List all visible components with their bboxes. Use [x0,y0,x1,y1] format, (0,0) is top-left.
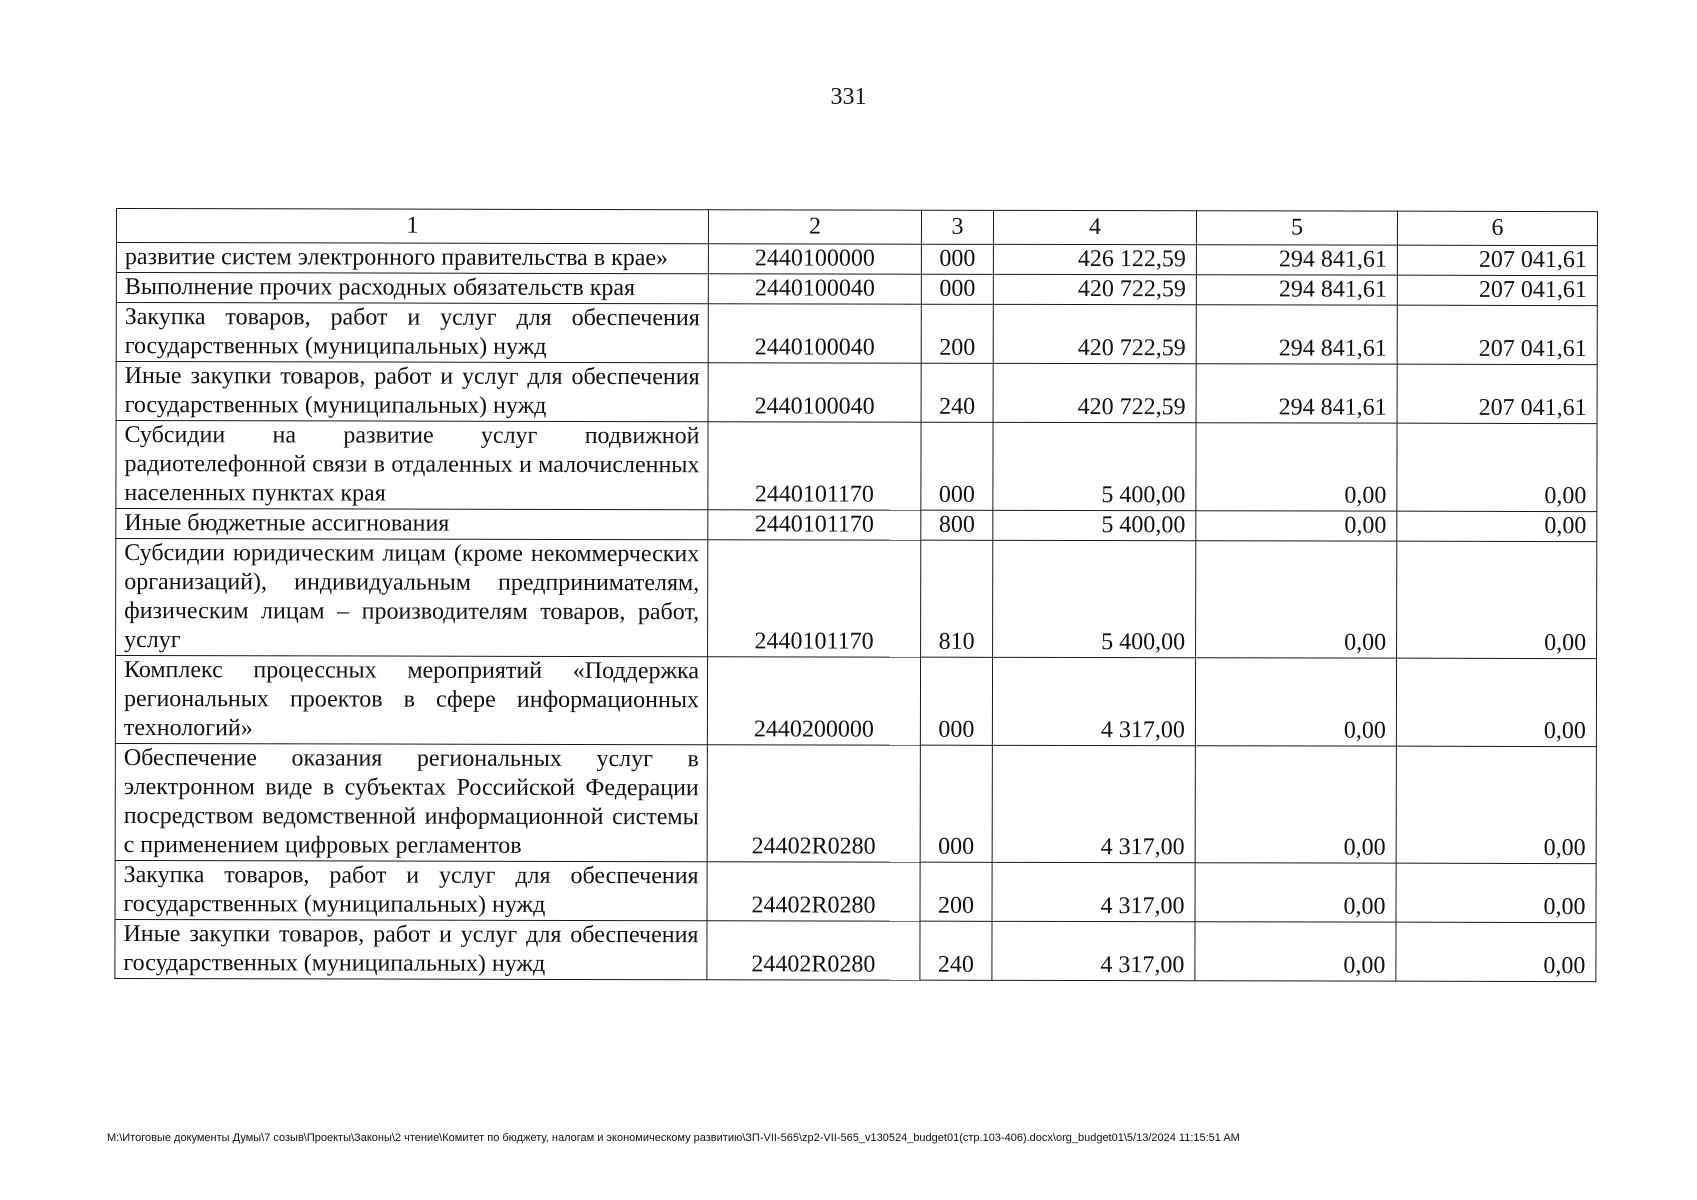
amount-col5: 0,00 [1196,511,1397,541]
table-row [115,656,1596,747]
header-row [116,209,1597,246]
expense-type: 200 [920,862,992,921]
column-header: 6 [1397,211,1597,245]
expense-type: 000 [921,274,993,304]
expense-type: 000 [921,422,993,510]
target-code: 2440101170 [708,422,921,510]
item-name: Закупка товаров, работ и услуг для обеспечения государственных (муниципальных) нужд [115,860,707,920]
column-header: 3 [921,210,993,244]
budget-table [114,208,1598,982]
amount-col4: 4 317,00 [992,745,1195,862]
expense-type: 800 [921,510,993,540]
expense-type: 810 [921,540,993,657]
item-name: Иные закупки товаров, работ и услуг для обеспечения государственных (муниципальных) нужд [116,362,708,422]
target-code: 2440101170 [708,510,921,540]
target-code: 2440100040 [708,363,921,422]
amount-col6: 0,00 [1396,746,1596,863]
item-name: Комплекс процессных мероприятий «Поддержка региональных проектов в сфере информационных технологий» [115,656,707,745]
amount-col4: 420 722,59 [993,304,1196,363]
amount-col5: 294 841,61 [1196,305,1397,364]
table-header [116,209,1597,246]
column-header: 1 [116,209,708,244]
target-code: 2440100040 [708,274,921,304]
target-code: 24402R0280 [707,862,920,921]
expense-type: 000 [921,244,993,274]
expense-type: 000 [920,745,992,862]
target-code: 2440100000 [708,244,921,274]
amount-col5: 0,00 [1195,658,1396,746]
column-header: 2 [708,210,921,244]
target-code: 2440100040 [708,304,921,363]
amount-col4: 420 722,59 [993,363,1196,422]
table-row [116,273,1597,306]
amount-col6: 0,00 [1397,541,1597,658]
amount-col6: 207 041,61 [1397,305,1597,364]
table-row [116,539,1597,659]
amount-col4: 4 317,00 [992,657,1195,745]
expense-type: 200 [921,304,993,363]
table-row [116,421,1597,512]
page-number: 331 [830,84,867,110]
table-row [116,243,1597,276]
amount-col5: 294 841,61 [1196,275,1397,305]
item-name: Иные бюджетные ассигнования [116,509,708,540]
column-header: 4 [993,210,1196,244]
amount-col4: 5 400,00 [993,540,1196,657]
document-path-footer: M:\Итоговые документы Думы\7 созыв\Проекты\Законы\2 чтение\Комитет по бюджету, налогам и экономическому развитию\ЗП-VII-565\zp2-VII-565_v130524_budget01(стр.103-406).docx\org_budget01\5/13/2024 11:15:51 AM [107,1132,1240,1144]
table-row [115,919,1596,981]
amount-col4: 4 317,00 [992,862,1195,921]
amount-col6: 0,00 [1396,922,1596,981]
amount-col4: 426 122,59 [993,244,1196,274]
table-body [115,243,1598,982]
expense-type: 240 [920,921,992,980]
amount-col6: 207 041,61 [1397,245,1597,275]
amount-col5: 294 841,61 [1196,364,1397,423]
item-name: Иные закупки товаров, работ и услуг для обеспечения государственных (муниципальных) нужд [115,919,707,979]
table-row [116,362,1597,424]
item-name: Субсидии юридическим лицам (кроме некоммерческих организаций), индивидуальным предпринимателям, физическим лицам – производителям товаров, работ, услуг [116,539,708,657]
amount-col4: 420 722,59 [993,274,1196,304]
amount-col4: 4 317,00 [992,921,1195,980]
expense-type: 240 [921,363,993,422]
amount-col6: 0,00 [1397,423,1597,511]
amount-col6: 207 041,61 [1397,275,1597,305]
amount-col6: 0,00 [1396,658,1596,746]
item-name: Обеспечение оказания региональных услуг в электронном виде в субъектах Российской Федерации посредством ведомственной информационной системы с применением цифровых регламентов [115,743,707,861]
target-code: 24402R0280 [707,921,920,980]
column-header: 5 [1196,211,1397,245]
amount-col5: 0,00 [1196,541,1397,658]
item-name: Закупка товаров, работ и услуг для обеспечения государственных (муниципальных) нужд [116,303,708,363]
item-name: развитие систем электронного правительства в крае» [116,243,708,274]
amount-col5: 0,00 [1195,922,1396,981]
amount-col5: 0,00 [1195,863,1396,922]
amount-col6: 207 041,61 [1397,364,1597,423]
amount-col6: 0,00 [1397,511,1597,541]
amount-col6: 0,00 [1396,863,1596,922]
amount-col5: 0,00 [1195,746,1396,863]
amount-col4: 5 400,00 [993,510,1196,540]
expense-type: 000 [920,657,992,745]
target-code: 24402R0280 [707,745,920,862]
table-row [116,509,1597,542]
amount-col5: 0,00 [1196,423,1397,511]
target-code: 2440101170 [708,540,921,657]
table-row [115,860,1596,922]
item-name: Выполнение прочих расходных обязательств края [116,273,708,304]
table-row [116,303,1597,365]
amount-col5: 294 841,61 [1196,245,1397,275]
item-name: Субсидии на развитие услуг подвижной радиотелефонной связи в отдаленных и малочисленных населенных пунктах края [116,421,708,510]
target-code: 2440200000 [707,657,920,745]
amount-col4: 5 400,00 [993,422,1196,510]
table-row [115,743,1596,863]
